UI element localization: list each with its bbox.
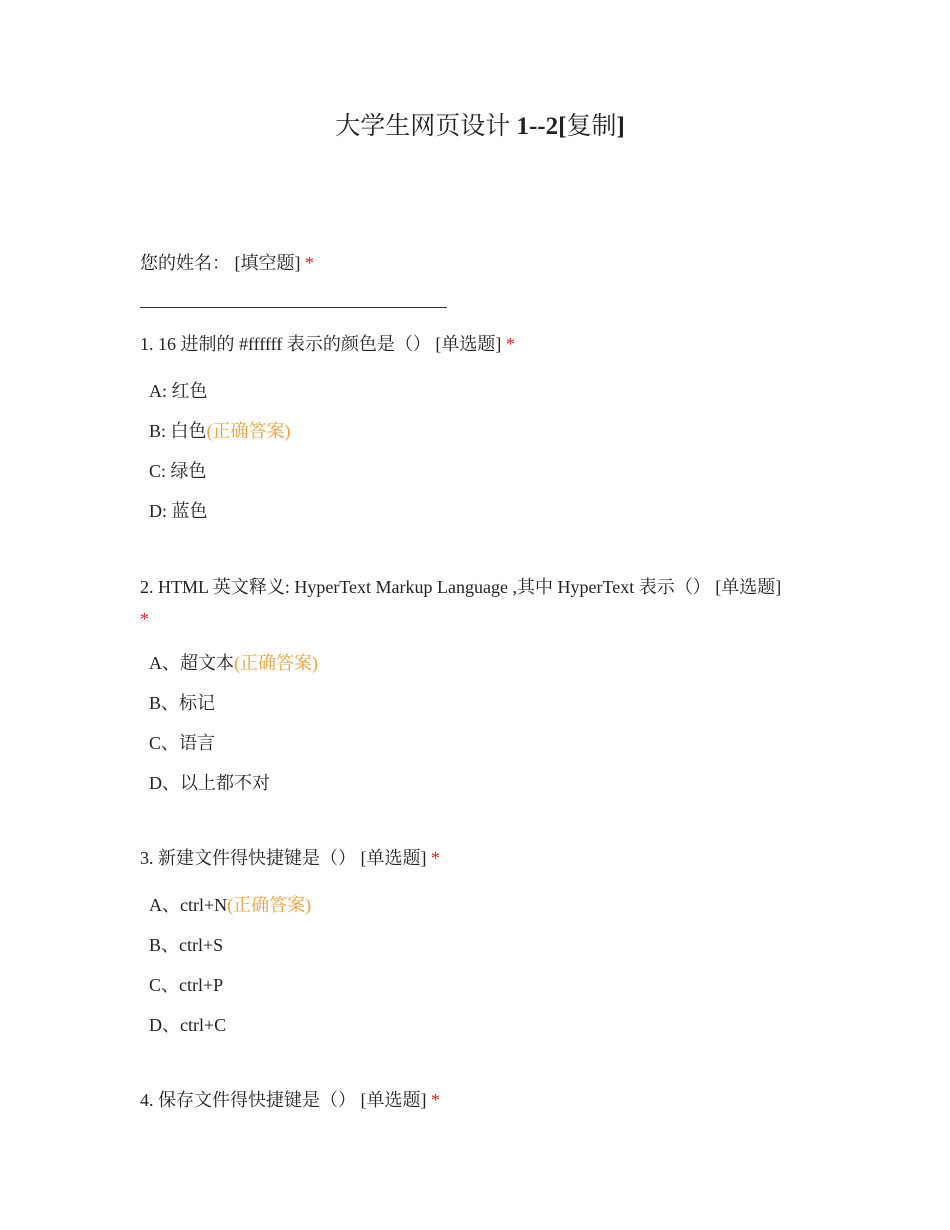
- question-4: [140, 1086, 440, 1114]
- required-mark: *: [140, 609, 149, 629]
- question-text: 4. 保存文件得快捷键是（）: [140, 1090, 356, 1110]
- option-item[interactable]: [140, 891, 311, 919]
- option-label: A: 红色: [149, 381, 208, 401]
- question-text: 3. 新建文件得快捷键是（）: [140, 848, 356, 868]
- question-2: [140, 573, 781, 601]
- question-text: 2. HTML 英文释义: HyperText Markup Language ,其中 HyperText 表示（）: [140, 577, 711, 597]
- option-label: D、ctrl+C: [149, 1015, 227, 1035]
- correct-answer-note: (正确答案): [206, 421, 291, 441]
- question-type-tag: [单选题]: [435, 334, 502, 354]
- title-suffix: 复制: [566, 113, 617, 140]
- question-type-tag: [单选题]: [360, 848, 427, 868]
- option-label: B、ctrl+S: [149, 935, 224, 955]
- page-title: [140, 110, 820, 144]
- required-mark: *: [431, 848, 440, 868]
- required-mark: *: [505, 334, 515, 354]
- option-label: C、ctrl+P: [149, 975, 224, 995]
- option-label: A、超文本: [149, 653, 234, 673]
- option-label: A、ctrl+N: [149, 895, 228, 915]
- question-1: [140, 330, 515, 358]
- required-mark: *: [305, 253, 314, 273]
- name-type-tag: [填空题]: [234, 253, 301, 273]
- correct-answer-note: (正确答案): [234, 653, 318, 673]
- option-label: B、标记: [149, 693, 216, 713]
- question-type-tag: [单选题]: [360, 1090, 427, 1110]
- option-label: C: 绿色: [149, 461, 207, 481]
- correct-answer-note: (正确答案): [227, 895, 312, 915]
- option-label: D: 蓝色: [149, 501, 208, 521]
- option-item[interactable]: [140, 689, 215, 717]
- option-item[interactable]: [140, 497, 208, 525]
- option-item[interactable]: [140, 971, 223, 999]
- option-label: D、以上都不对: [149, 773, 270, 793]
- question-2-required: [140, 605, 149, 633]
- option-item[interactable]: [140, 377, 208, 405]
- option-item[interactable]: [140, 417, 291, 445]
- name-label: 您的姓名：: [140, 253, 230, 273]
- option-item[interactable]: [140, 457, 207, 485]
- option-item[interactable]: [140, 1011, 226, 1039]
- option-item[interactable]: [140, 769, 270, 797]
- option-item[interactable]: [140, 931, 223, 959]
- title-main: 大学生网页设计: [335, 113, 517, 140]
- required-mark: *: [431, 1090, 440, 1110]
- question-3: [140, 844, 440, 872]
- option-item[interactable]: [140, 729, 215, 757]
- option-label: B: 白色: [149, 421, 207, 441]
- title-number: 1--2[: [516, 113, 567, 140]
- name-input-line[interactable]: [140, 307, 447, 308]
- question-text: 1. 16 进制的 #ffffff 表示的颜色是（）: [140, 334, 431, 354]
- question-type-tag: [单选题]: [715, 577, 782, 597]
- option-item[interactable]: [140, 649, 318, 677]
- title-end: ]: [616, 113, 625, 140]
- name-question: [140, 249, 314, 277]
- option-label: C、语言: [149, 733, 216, 753]
